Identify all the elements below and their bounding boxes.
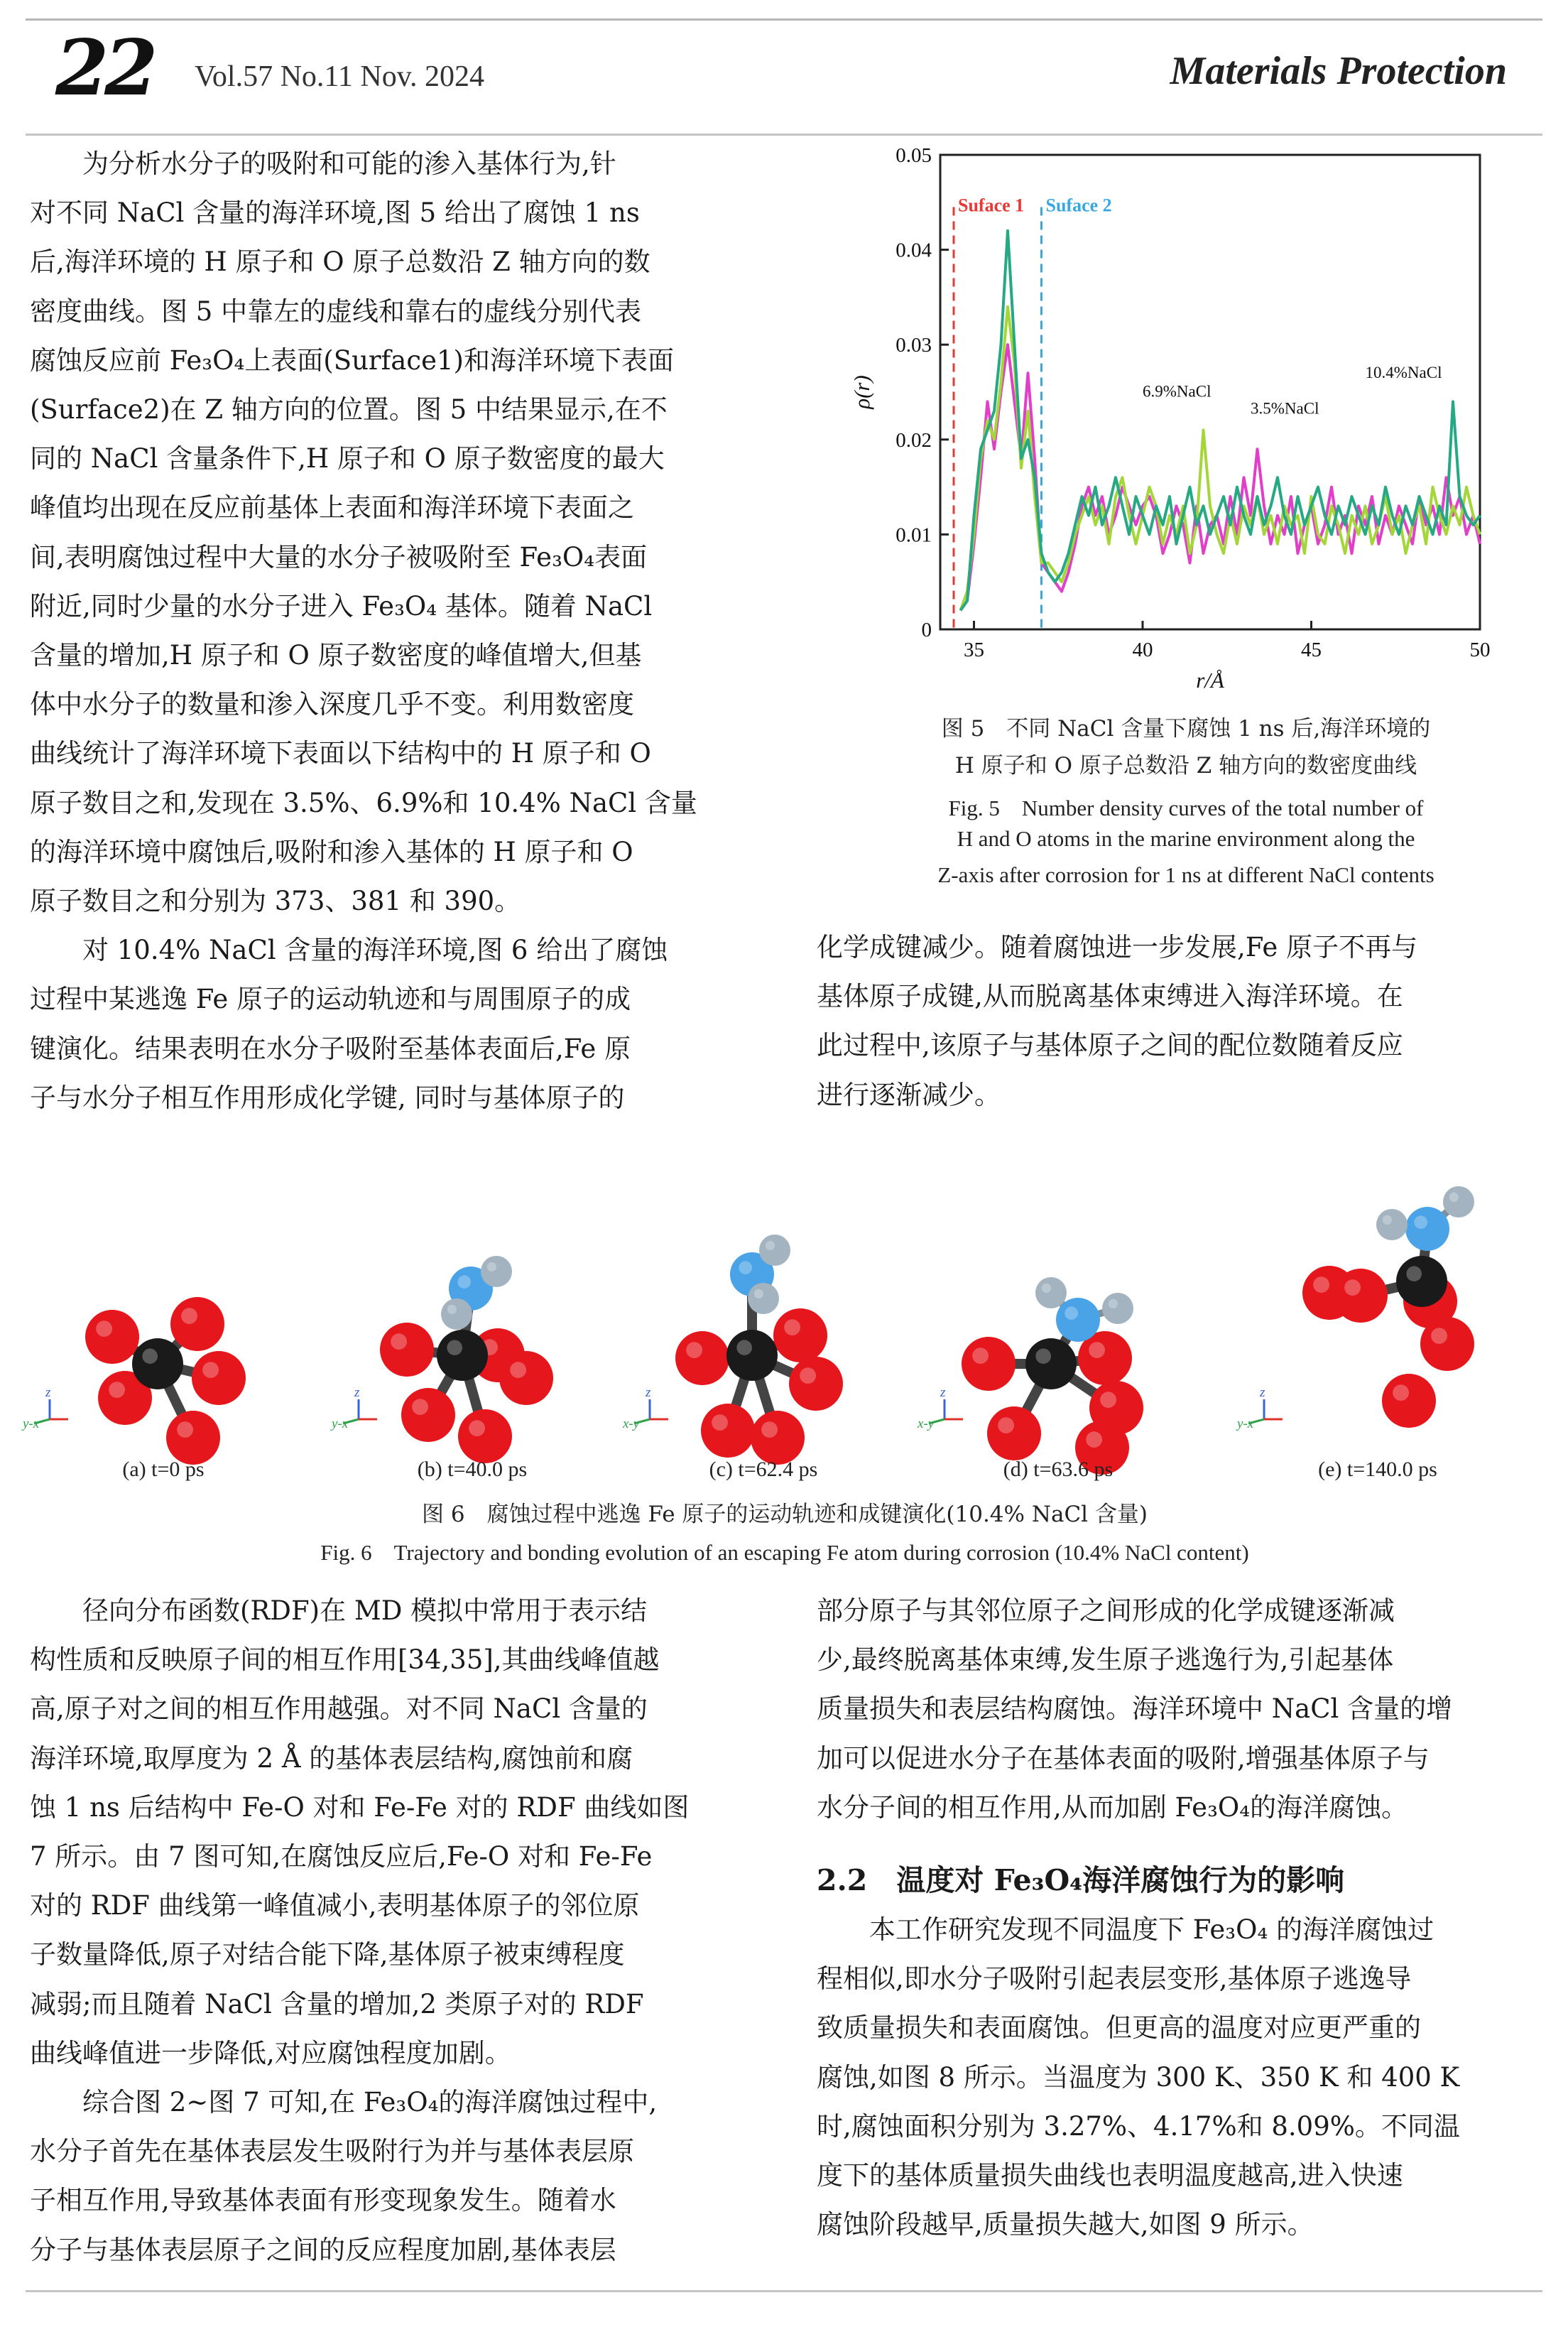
atom-highlight (686, 1342, 702, 1358)
axis-letter-left: y-x (332, 1416, 349, 1431)
left-column-bottom-text (30, 1586, 754, 2274)
section-heading-2-2: 2.2 温度对 Fe₃O₄海洋腐蚀行为的影响 (817, 1863, 1345, 1897)
series-line-2 (961, 307, 1481, 611)
sub-caption: (b) t=40.0 ps (417, 1458, 528, 1481)
right-column-bottom-text-a (817, 1586, 1541, 1832)
oxygen-atom (1382, 1374, 1436, 1428)
text-line: 键演化。结果表明在水分子吸附至基体表面后,Fe 原 (30, 1033, 631, 1064)
hydrogen-atom (759, 1235, 790, 1266)
snapshot-panel-1 (21, 1297, 246, 1481)
atom-highlight (1109, 1299, 1118, 1308)
atom-highlight (109, 1382, 125, 1398)
axis-letter-z: z (45, 1385, 51, 1400)
oxygen-atom (987, 1406, 1041, 1460)
hydrogen-atom (748, 1283, 779, 1314)
surface-2-label: Suface 2 (1045, 195, 1112, 216)
figure-5-caption-en-line-3: Z-axis after corrosion for 1 ns at different NaCl contents (937, 862, 1434, 887)
snapshot-panel-3 (622, 1235, 843, 1481)
text-line: 对 10.4% NaCl 含量的海洋环境,图 6 给出了腐蚀 (82, 935, 668, 966)
text-line: 子与水分子相互作用形成化学键, 同时与基体原子的 (30, 1082, 625, 1113)
text-line: 子数量降低,原子对结合能下降,基体原子被束缚程度 (30, 1939, 625, 1970)
atom-highlight (391, 1333, 407, 1350)
text-line: 对的 RDF 曲线第一峰值减小,表明基体原子的邻位原 (30, 1890, 640, 1921)
text-line: 高,原子对之间的相互作用越强。对不同 NaCl 含量的 (30, 1693, 648, 1725)
atom-highlight (1065, 1306, 1078, 1320)
journal-issue: Vol.57 No.11 Nov. 2024 (195, 60, 484, 93)
atom-highlight (181, 1308, 197, 1324)
text-line: 曲线峰值进一步降低,对应腐蚀程度加剧。 (30, 2037, 511, 2068)
text-line: 对不同 NaCl 含量的海洋环境,图 5 给出了腐蚀 1 ns (30, 197, 640, 229)
text-line: 的海洋环境中腐蚀后,吸附和渗入基体的 H 原子和 O (30, 836, 633, 867)
sub-caption: (e) t=140.0 ps (1318, 1458, 1437, 1481)
text-line: 后,海洋环境的 H 原子和 O 原子总数沿 Z 轴方向的数 (30, 246, 650, 278)
figure-5-caption-en-line-1: Fig. 5 Number density curves of the total number of (948, 796, 1424, 820)
series-line-3 (961, 231, 1481, 610)
text-line: 部分原子与其邻位原子之间形成的化学成键逐渐减 (817, 1595, 1395, 1626)
hydrogen-atom (1102, 1293, 1133, 1324)
text-line: 过程中某逃逸 Fe 原子的运动轨迹和与周围原子的成 (30, 984, 631, 1015)
atom-highlight (412, 1399, 428, 1415)
atom-highlight (1042, 1284, 1051, 1293)
oxygen-atom (458, 1409, 512, 1463)
figure-6-caption-cn: 图 6 腐蚀过程中逃逸 Fe 原子的运动轨迹和成键演化(10.4% NaCl 含量) (421, 1502, 1148, 1527)
snapshot-panel-5 (1236, 1186, 1474, 1481)
text-line: 质量损失和表层结构腐蚀。海洋环境中 NaCl 含量的增 (817, 1693, 1453, 1725)
sub-caption: (a) t=0 ps (122, 1458, 205, 1481)
oxygen-atom (751, 1411, 805, 1465)
atom-highlight (447, 1340, 462, 1355)
hydrogen-atom (481, 1256, 512, 1287)
oxygen-atom (401, 1388, 455, 1442)
text-line: 原子数目之和,发现在 3.5%、6.9%和 10.4% NaCl 含量 (30, 787, 697, 818)
text-line: 构性质和反映原子间的相互作用[34,35],其曲线峰值越 (30, 1644, 660, 1676)
text-line: 度下的基体质量损失曲线也表明温度越高,进入快速 (817, 2160, 1403, 2191)
y-axis-label: ρ(r) (849, 375, 874, 409)
atom-highlight (1383, 1215, 1392, 1225)
text-line: 原子数目之和分别为 373、381 和 390。 (30, 886, 521, 917)
snapshot-panel-2 (330, 1256, 553, 1481)
text-line: 此过程中,该原子与基体原子之间的配位数随着反应 (817, 1030, 1403, 1061)
oxygen-atom (675, 1331, 729, 1385)
series-label-3: 10.4%NaCl (1365, 363, 1442, 381)
y-tick-label: 0 (921, 619, 932, 641)
text-line: 化学成键减少。随着腐蚀进一步发展,Fe 原子不再与 (817, 932, 1418, 962)
right-column-top-text (817, 923, 1541, 1119)
atom-highlight (800, 1367, 816, 1384)
axis-triad-icon (1236, 1385, 1283, 1431)
axis-triad-icon (330, 1385, 377, 1431)
axis-triad-icon (917, 1385, 963, 1431)
text-line: 含量的增加,H 原子和 O 原子数密度的峰值增大,但基 (30, 640, 642, 671)
atom-highlight (510, 1362, 526, 1378)
header-bottom-rule (26, 134, 1542, 136)
atom-highlight (447, 1305, 457, 1314)
oxygen-atom (85, 1310, 139, 1364)
atom-highlight (177, 1421, 193, 1438)
oxygen-atom (1334, 1269, 1388, 1323)
atom-highlight (972, 1347, 989, 1364)
atom-highlight (784, 1319, 800, 1335)
journal-title: Materials Protection (1170, 49, 1507, 93)
axis-triad-icon (622, 1385, 668, 1431)
y-tick-label: 0.04 (895, 239, 932, 262)
atom-highlight (998, 1417, 1014, 1433)
text-line: 减弱;而且随着 NaCl 含量的增加,2 类原子对的 RDF (30, 1988, 644, 2019)
text-line: 时,腐蚀面积分别为 3.27%、4.17%和 8.09%。不同温 (817, 2110, 1460, 2142)
sub-caption: (d) t=63.6 ps (1003, 1458, 1114, 1481)
atom-highlight (469, 1420, 485, 1436)
text-line: 海洋环境,取厚度为 2 Å 的基体表层结构,腐蚀前和腐 (30, 1742, 633, 1774)
text-line: 曲线统计了海洋环境下表面以下结构中的 H 原子和 O (30, 738, 651, 769)
text-line: 水分子间的相互作用,从而加剧 Fe₃O₄的海洋腐蚀。 (817, 1791, 1408, 1823)
atom-highlight (1313, 1276, 1329, 1293)
figure-6-caption-en: Fig. 6 Trajectory and bonding evolution of an escaping Fe atom during corrosion (10.4% NaCl content) (320, 1540, 1249, 1565)
atom-highlight (1089, 1342, 1105, 1358)
text-line: 径向分布函数(RDF)在 MD 模拟中常用于表示结 (82, 1595, 648, 1626)
hydrogen-atom (1443, 1186, 1474, 1217)
text-line: 基体原子成键,从而脱离基体束缚进入海洋环境。在 (817, 981, 1403, 1012)
text-line: 程相似,即水分子吸附引起表层变形,基体原子逃逸导 (817, 1963, 1412, 1995)
axis-letter-z: z (354, 1385, 360, 1400)
hydrogen-atom (1035, 1277, 1067, 1308)
oxygen-atom (789, 1357, 843, 1411)
x-tick-label: 35 (964, 639, 984, 661)
oxygen-atom (962, 1337, 1016, 1391)
atom-highlight (766, 1241, 775, 1250)
text-line: 本工作研究发现不同温度下 Fe₃O₄ 的海洋腐蚀过 (869, 1914, 1434, 1945)
series-line-1 (961, 345, 1481, 610)
text-line: 蚀 1 ns 后结构中 Fe-O 对和 Fe-Fe 对的 RDF 曲线如图 (30, 1791, 690, 1823)
right-column-bottom-text-b (817, 1905, 1541, 2249)
atom-highlight (457, 1275, 471, 1289)
iron-atom (132, 1338, 183, 1389)
text-line: 分子与基体表层原子之间的反应程度加剧,基体表层 (30, 2234, 616, 2265)
axis-letter-left: x-y (623, 1416, 640, 1431)
hydrogen-atom (441, 1298, 472, 1330)
y-tick-label: 0.02 (895, 428, 932, 452)
atom-highlight (202, 1362, 219, 1378)
x-axis-label: r/Å (1196, 668, 1224, 693)
iron-atom (1025, 1338, 1077, 1389)
x-tick-label: 40 (1132, 639, 1153, 661)
atom-highlight (1431, 1328, 1447, 1344)
water-oxygen-atom (1056, 1298, 1100, 1342)
text-line: 子相互作用,导致基体表面有形变现象发生。随着水 (30, 2185, 616, 2216)
oxygen-atom (499, 1351, 553, 1405)
oxygen-atom (166, 1411, 220, 1465)
iron-atom (437, 1330, 488, 1381)
iron-atom (1396, 1256, 1447, 1307)
atom-highlight (1100, 1392, 1116, 1408)
oxygen-atom (380, 1323, 434, 1377)
surface-1-label: Suface 1 (958, 195, 1025, 216)
sub-caption: (c) t=62.4 ps (709, 1458, 818, 1481)
axis-letter-left: y-x (1237, 1416, 1254, 1431)
text-line: 峰值均出现在反应前基体上表面和海洋环境下表面之 (30, 492, 634, 524)
y-tick-label: 0.03 (895, 334, 932, 357)
figure-5-chart (838, 139, 1541, 702)
text-line: 综合图 2~图 7 可知,在 Fe₃O₄的海洋腐蚀过程中, (82, 2087, 658, 2118)
atom-highlight (736, 1340, 752, 1355)
oxygen-atom (192, 1351, 246, 1405)
atom-highlight (1449, 1193, 1459, 1202)
text-line: 密度曲线。图 5 中靠左的虚线和靠右的虚线分别代表 (30, 295, 642, 327)
snapshot-panel-4 (917, 1277, 1143, 1481)
atom-highlight (712, 1414, 728, 1431)
text-line: 致质量损失和表面腐蚀。但更高的温度对应更严重的 (817, 2012, 1421, 2044)
water-oxygen-atom (1405, 1207, 1449, 1251)
text-line: 水分子首先在基体表层发生吸附行为并与基体表层原 (30, 2136, 634, 2167)
text-line: 同的 NaCl 含量条件下,H 原子和 O 原子数密度的最大 (30, 443, 665, 474)
text-line: 为分析水分子的吸附和可能的渗入基体行为,针 (82, 148, 616, 179)
atom-highlight (1393, 1384, 1409, 1401)
axis-letter-left: x-y (918, 1416, 935, 1431)
axis-letter-z: z (646, 1385, 651, 1400)
y-tick-label: 0.05 (895, 144, 932, 167)
atom-highlight (761, 1421, 778, 1438)
atom-highlight (754, 1289, 763, 1298)
axis-triad-icon (21, 1385, 68, 1431)
text-line: 加可以促进水分子在基体表面的吸附,增强基体原子与 (817, 1742, 1430, 1774)
figure-5-caption-cn-line-2: H 原子和 O 原子总数沿 Z 轴方向的数密度曲线 (954, 753, 1417, 779)
atom-highlight (487, 1262, 496, 1271)
figure-6-atom-snapshots (23, 1137, 1541, 1492)
oxygen-atom (701, 1404, 755, 1458)
text-line: 进行逐渐减少。 (817, 1079, 1001, 1110)
figure-5-caption-cn-line-1: 图 5 不同 NaCl 含量下腐蚀 1 ns 后,海洋环境的 (941, 716, 1431, 742)
atom-highlight (739, 1261, 752, 1274)
atom-highlight (1344, 1279, 1361, 1296)
figure-5-caption-en-line-2: H and O atoms in the marine environment along the (957, 826, 1415, 851)
text-line: 少,最终脱离基体束缚,发生原子逃逸行为,引起基体 (817, 1644, 1394, 1676)
text-line: 体中水分子的数量和渗入深度几乎不变。利用数密度 (30, 689, 634, 720)
x-tick-label: 45 (1301, 639, 1322, 661)
atom-highlight (1086, 1431, 1102, 1448)
header-top-rule (26, 18, 1542, 21)
oxygen-atom (773, 1308, 827, 1362)
axis-letter-left: y-x (23, 1416, 40, 1431)
text-line: 附近,同时少量的水分子进入 Fe₃O₄ 基体。随着 NaCl (30, 590, 653, 622)
x-tick-label: 50 (1469, 639, 1491, 661)
left-column-top-text (30, 139, 754, 1122)
y-tick-label: 0.01 (895, 524, 932, 547)
text-line: 腐蚀,如图 8 所示。当温度为 300 K、350 K 和 400 K (817, 2061, 1460, 2093)
oxygen-atom (1420, 1317, 1474, 1371)
series-label-1: 3.5%NaCl (1251, 399, 1319, 418)
axis-letter-z: z (1260, 1385, 1265, 1400)
text-line: 腐蚀阶段越早,质量损失越大,如图 9 所示。 (817, 2209, 1314, 2240)
figure-5-plot-area (849, 144, 1491, 693)
page-number: 22 (55, 23, 154, 113)
atom-highlight (1035, 1348, 1051, 1364)
oxygen-atom (170, 1297, 224, 1351)
axis-letter-z: z (940, 1385, 946, 1400)
atom-highlight (96, 1320, 112, 1337)
atom-highlight (1414, 1215, 1427, 1229)
footer-rule (26, 2290, 1542, 2292)
iron-atom (726, 1330, 778, 1381)
text-line: 腐蚀反应前 Fe₃O₄上表面(Surface1)和海洋环境下表面 (30, 345, 674, 376)
text-line: (Surface2)在 Z 轴方向的位置。图 5 中结果显示,在不 (30, 394, 668, 425)
text-line: 7 所示。由 7 图可知,在腐蚀反应后,Fe-O 对和 Fe-Fe (30, 1841, 653, 1872)
text-line: 间,表明腐蚀过程中大量的水分子被吸附至 Fe₃O₄表面 (30, 541, 648, 573)
series-label-2: 6.9%NaCl (1143, 382, 1212, 401)
atom-highlight (142, 1348, 158, 1364)
hydrogen-atom (1376, 1209, 1408, 1240)
atom-highlight (1406, 1266, 1422, 1281)
